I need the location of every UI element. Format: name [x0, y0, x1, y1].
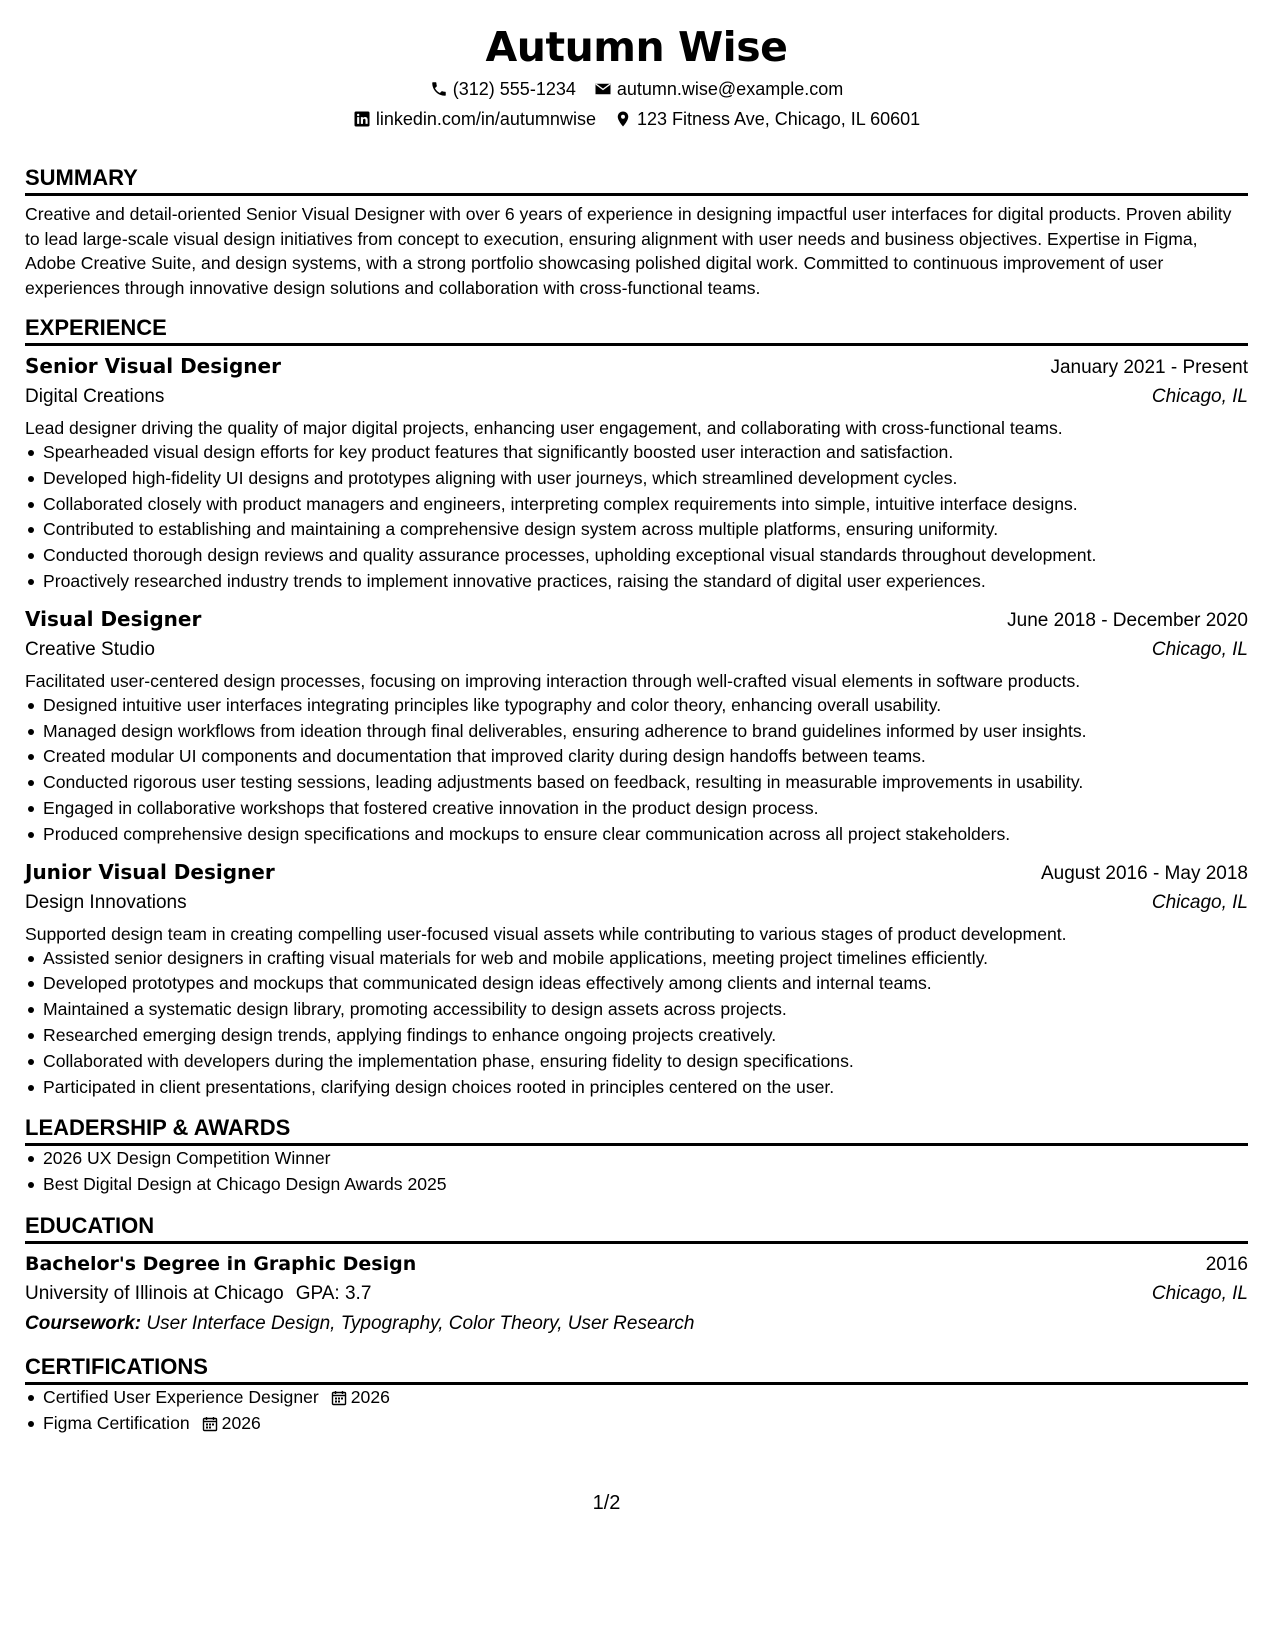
email-link[interactable]: autumn.wise@example.com [616, 79, 844, 99]
edu-gpa: GPA: 3.7 [295, 1282, 372, 1304]
job-bullets [25, 693, 1248, 848]
experience-section [25, 314, 1248, 1100]
job-description: Supported design team in creating compelling user-focused visual assets while contributing to various stages of product development. [25, 923, 1067, 944]
list-item: Managed design workflows from ideation through final deliverables, ensuring adherence to brand guidelines informed by user insights. [43, 719, 1248, 745]
linkedin-icon [353, 110, 371, 128]
list-item: Participated in client presentations, clarifying design choices rooted in principles centered on the user. [43, 1075, 1248, 1101]
section-title-summary: SUMMARY [25, 164, 1248, 196]
cert-entry [43, 1411, 1248, 1437]
job-description: Lead designer driving the quality of major digital projects, enhancing user engagement, and collaborating with cross-functional teams. [25, 418, 1063, 438]
list-item: Designed intuitive user interfaces integrating principles like typography and color theory, enhancing overall usability. [43, 693, 1248, 719]
job-location: Chicago, IL [1151, 386, 1248, 407]
list-item [43, 1411, 1248, 1437]
edu-school-line [25, 1279, 371, 1309]
list-item: Collaborated with developers during the implementation phase, ensuring fidelity to design specifications. [43, 1049, 1248, 1075]
linkedin-link[interactable]: linkedin.com/in/autumnwise [375, 109, 596, 129]
job-company-row [25, 888, 1248, 918]
summary-text: Creative and detail-oriented Senior Visual Designer with over 6 years of experience in designing impactful user interfaces for digital products. Proven ability to lead large-scale visual design initiatives from concept to execution, ensuring alignment with user needs and business objectives. Expertise in Figma, Adobe Creative Suite, and design systems, with a strong portfolio showcasing polished digital work. Committed to continuous improvement of user experiences through innovative design solutions and collaboration with cross-functional teams. [25, 204, 1232, 298]
contact-phone [430, 78, 576, 100]
job-company: Design Innovations [25, 891, 187, 913]
edu-school-row [25, 1279, 1248, 1309]
list-item: Assisted senior designers in crafting visual materials for web and mobile applications, meeting project timelines efficiently. [43, 946, 1248, 972]
job-role: Visual Designer [25, 606, 202, 631]
phone-text: (312) 555-1234 [452, 79, 576, 99]
job-role: Senior Visual Designer [25, 354, 281, 378]
contact-email[interactable] [594, 78, 843, 100]
certifications-section [25, 1353, 1248, 1437]
job-role: Junior Visual Designer [25, 859, 275, 884]
address-text: 123 Fitness Ave, Chicago, IL 60601 [636, 109, 921, 129]
certifications-list [25, 1385, 1248, 1437]
job-bullets [25, 946, 1248, 1101]
list-item: Best Digital Design at Chicago Design Awards 2025 [43, 1172, 1248, 1198]
section-title-education: EDUCATION [25, 1212, 1248, 1244]
cert-date [331, 1385, 390, 1411]
list-item: Spearheaded visual design efforts for key product features that significantly boosted user interaction and satisfaction. [43, 440, 1248, 466]
calendar-icon [331, 1390, 347, 1406]
contact-row-secondary [25, 108, 1248, 130]
cert-year: 2026 [221, 1412, 261, 1433]
list-item: Developed high-fidelity UI designs and prototypes aligning with user journeys, which streamlined development cycles. [43, 466, 1248, 492]
job-header-row [25, 352, 1248, 382]
cert-year: 2026 [350, 1386, 390, 1407]
list-item: Developed prototypes and mockups that communicated design ideas effectively among clients and internal teams. [43, 971, 1248, 997]
list-item: Contributed to establishing and maintaining a comprehensive design system across multiple platforms, ensuring uniformity. [43, 517, 1248, 543]
edu-coursework [25, 1309, 1248, 1339]
section-title-experience: EXPERIENCE [25, 314, 1248, 346]
summary-section [25, 164, 1248, 300]
job-dates: August 2016 - May 2018 [1040, 862, 1248, 884]
section-title-certifications: CERTIFICATIONS [25, 1353, 1248, 1385]
list-item: Collaborated closely with product managers and engineers, interpreting complex requirements into simple, intuitive interface designs. [43, 492, 1248, 518]
resume-page [25, 22, 1248, 1437]
list-item: Conducted thorough design reviews and quality assurance processes, upholding exceptional visual standards throughout development. [43, 543, 1248, 569]
job-header-row [25, 858, 1248, 888]
list-item: Created modular UI components and documentation that improved clarity during design handoffs between teams. [43, 744, 1248, 770]
edu-year: 2016 [1205, 1253, 1248, 1275]
list-item: Maintained a systematic design library, promoting accessibility to design assets across projects. [43, 997, 1248, 1023]
job-entry [25, 605, 1248, 848]
candidate-name: Autumn Wise [485, 23, 788, 71]
list-item [43, 1385, 1248, 1411]
job-bullets [25, 440, 1248, 595]
list-item: Researched emerging design trends, applying findings to enhance ongoing projects creatively. [43, 1023, 1248, 1049]
job-dates: June 2018 - December 2020 [1007, 609, 1248, 631]
phone-icon [430, 80, 448, 98]
education-section [25, 1212, 1248, 1339]
edu-degree: Bachelor's Degree in Graphic Design [25, 1252, 417, 1275]
job-company-row [25, 635, 1248, 665]
cert-date [202, 1411, 261, 1437]
list-item: Produced comprehensive design specifications and mockups to ensure clear communication across all project stakeholders. [43, 822, 1248, 848]
calendar-icon [202, 1416, 218, 1432]
page-number: 1/2 [592, 1492, 621, 1514]
job-description: Facilitated user-centered design processes, focusing on improving interaction through well-crafted visual elements in software products. [25, 670, 1081, 691]
job-header-row [25, 605, 1248, 635]
cert-name: Figma Certification [43, 1412, 190, 1433]
job-company: Digital Creations [25, 386, 165, 407]
edu-location: Chicago, IL [1151, 1282, 1248, 1304]
leadership-section [25, 1114, 1248, 1198]
list-item: Proactively researched industry trends to implement innovative practices, raising the standard of digital user experiences. [43, 569, 1248, 595]
job-location: Chicago, IL [1151, 638, 1248, 660]
job-dates: January 2021 - Present [1050, 357, 1248, 378]
section-title-leadership: LEADERSHIP & AWARDS [25, 1114, 1248, 1146]
job-entry [25, 858, 1248, 1101]
list-item: Conducted rigorous user testing sessions, leading adjustments based on feedback, resulting in measurable improvements in usability. [43, 770, 1248, 796]
map-pin-icon [614, 110, 632, 128]
job-location: Chicago, IL [1151, 891, 1248, 913]
edu-school: University of Illinois at Chicago [25, 1282, 284, 1304]
cert-entry [43, 1385, 1248, 1411]
coursework-label: Coursework: [25, 1312, 142, 1334]
edu-header-row [25, 1250, 1248, 1279]
list-item: Engaged in collaborative workshops that fostered creative innovation in the product design process. [43, 796, 1248, 822]
job-entry [25, 352, 1248, 595]
contact-row-primary [25, 78, 1248, 100]
job-company-row [25, 382, 1248, 412]
coursework-list: User Interface Design, Typography, Color Theory, User Research [146, 1312, 695, 1334]
contact-address [614, 108, 920, 130]
list-item: 2026 UX Design Competition Winner [43, 1146, 1248, 1172]
contact-linkedin[interactable] [353, 108, 596, 130]
cert-name: Certified User Experience Designer [43, 1386, 319, 1407]
leadership-list [25, 1146, 1248, 1198]
job-company: Creative Studio [25, 638, 155, 660]
envelope-icon [594, 80, 612, 98]
